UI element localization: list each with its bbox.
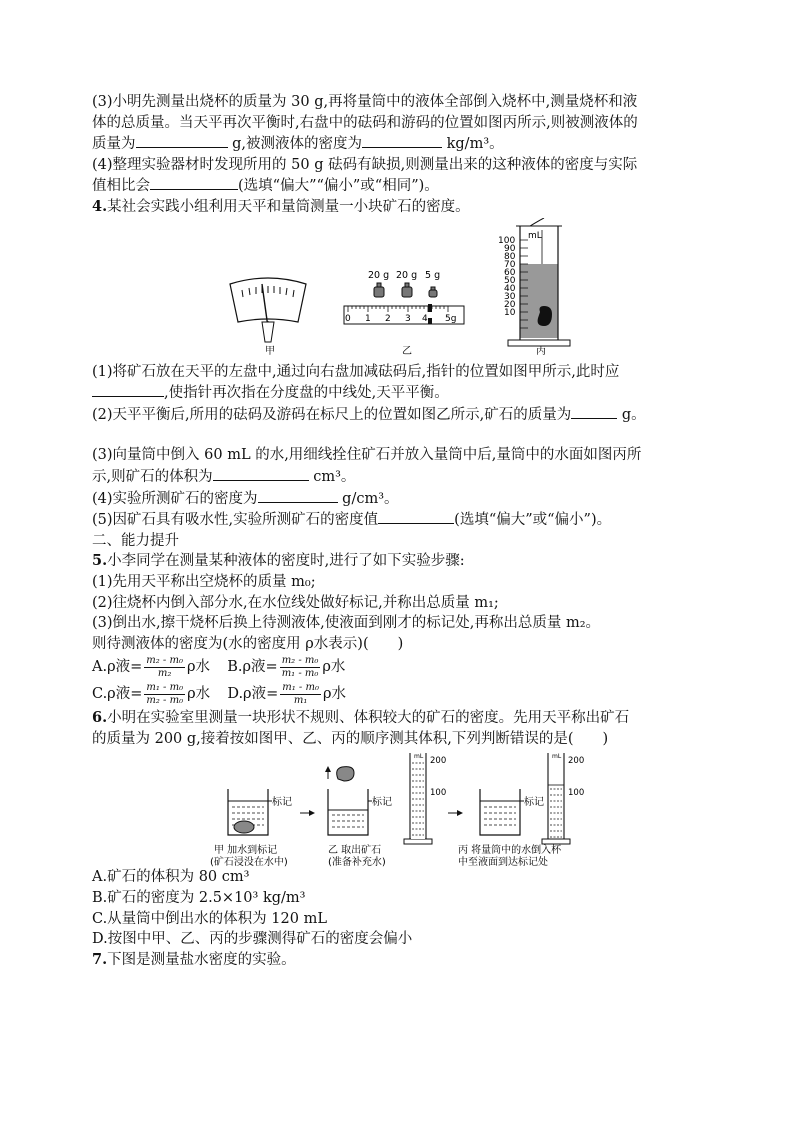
q5-option-a[interactable] [92,654,211,679]
ruler-tick: 2 [385,313,391,324]
q5-step-2: (2)往烧杯内倒入部分水,在水位线处做好标记,并称出总质量 m₁; [92,594,499,611]
numerator: m₁ - m₀ [146,681,184,693]
option-label: B.ρ液= [227,659,278,676]
fraction [280,682,321,707]
cylinder-unit: mL [552,753,562,761]
q4-step-3b [92,466,704,488]
cylinder-unit: mL [528,230,542,241]
q4-step-5-pre: (5)因矿石具有吸水性,实验所测矿石的密度值 [92,512,379,529]
fraction [144,682,185,707]
beaker-rock-removed-diagram [328,767,392,835]
weight-label: 20 g [396,269,418,281]
fraction [144,655,185,680]
q5-step-1: (1)先用天平称出空烧杯的质量 m₀; [92,573,316,590]
cylinder-tick: 100 [430,788,447,799]
mark-label: 标记 [272,797,292,809]
option-label: D.ρ液= [227,686,279,703]
fig-label-bing: 丙 [536,345,546,357]
q4-figure-svg [92,218,704,362]
cylinder-tick: 50 [504,275,516,286]
q6-line-1 [92,708,704,729]
q5-title [92,551,704,572]
balance-dial-diagram [230,278,306,342]
q3-line-3-post: kg/m³。 [446,136,504,153]
q4-title-text: 某社会实践小组利用天平和量筒测量一小块矿石的密度。 [107,198,470,215]
caption-bing-2: 中至液面到达标记处 [458,857,548,868]
q6-option-c[interactable]: C.从量筒中倒出水的体积为 120 mL [92,910,327,927]
measuring-cylinder-diagram [542,753,584,844]
rho-water: ρ水 [322,659,346,676]
q4-step-5 [92,509,704,531]
q3-line-5-post: (选填“偏大”“偏小”或“相同”)。 [238,178,439,195]
fig-label-jia: 甲 [265,345,275,357]
caption-bing-1: 丙 将量筒中的水倒入杯 [458,845,562,857]
q6-line-1-text: 小明在实验室里测量一块形状不规则、体积较大的矿石的密度。先用天平称出矿石 [107,710,630,727]
mark-label: 标记 [524,797,544,809]
fraction [280,655,321,680]
answer-blank[interactable] [571,404,617,419]
cylinder-unit: mL [414,753,424,761]
q6-figure [92,749,704,867]
denominator: m₁ - m₀ [281,667,319,679]
q5-number: 5. [92,552,108,570]
caption-jia-1: 甲 加水到标记 [214,845,278,857]
q4-step-5-post: (选填“偏大”或“偏小”)。 [454,512,612,529]
q5-title-text: 小李同学在测量某种液体的密度时,进行了如下实验步骤: [107,553,465,570]
cylinder-tick: 60 [504,267,516,278]
q4-step-1b-text: ,使指针再次指在分度盘的中线处,天平平衡。 [164,385,449,402]
answer-blank[interactable] [92,382,164,397]
q4-figure [92,218,704,362]
numerator: m₁ - m₀ [282,681,319,693]
fig-label-yi: 乙 [402,345,412,357]
mark-label: 标记 [372,797,392,809]
cylinder-tick: 90 [504,243,516,254]
q4-step-4-post: g/cm³。 [342,490,399,507]
cylinder-tick: 200 [430,756,447,767]
q4-step-3b-post: cm³。 [313,468,356,485]
ruler-tick: 3 [405,313,411,324]
q5-option-d[interactable] [227,681,346,706]
graduated-cylinder-diagram [498,218,570,346]
q6-option-b[interactable]: B.矿石的密度为 2.5×10³ kg/m³ [92,890,306,907]
q3-line-3-pre: 质量为 [92,136,136,153]
q4-step-4-pre: (4)实验所测矿石的密度为 [92,490,258,507]
q4-step-1a: (1)将矿石放在天平的左盘中,通过向右盘加减砝码后,指针的位置如图甲所示,此时应 [92,363,620,380]
answer-blank[interactable] [150,175,238,190]
cylinder-tick: 100 [498,235,516,246]
answer-blank[interactable] [362,133,442,148]
q6-number: 6. [92,709,108,727]
q6-line-2: 的质量为 200 g,接着按如图甲、乙、丙的顺序测其体积,下列判断错误的是( ) [92,730,609,747]
option-label: A.ρ液= [92,659,143,676]
q4-step-4 [92,488,704,510]
q7-title [92,950,704,971]
q5-option-c[interactable] [92,681,211,706]
q5-options-row-1 [92,654,704,681]
caption-jia-2: (矿石浸没在水中) [210,857,288,868]
measuring-cylinder-diagram [404,753,446,844]
rho-water: ρ水 [322,686,346,703]
q7-number: 7. [92,950,108,968]
answer-blank[interactable] [213,466,309,481]
answer-blank[interactable] [258,488,338,503]
q4-step-3b-pre: 示,则矿石的体积为 [92,468,213,485]
ruler-tick: 1 [365,313,371,324]
q3-line-3-mid: g,被测液体的密度为 [232,136,362,153]
q5-options-row-2 [92,681,704,708]
rho-water: ρ水 [187,686,211,703]
q3-line-2: 体的总质量。当天平再次平衡时,右盘中的砝码和游码的位置如图丙所示,则被测液体的 [92,114,638,131]
q4-step-2 [92,404,704,426]
ruler-tick: 0 [345,313,351,324]
weights-and-ruler-diagram [344,270,464,324]
caption-yi-2: (准备补充水) [328,857,386,868]
q4-step-2-pre: (2)天平平衡后,所用的砝码及游码在标尺上的位置如图乙所示,矿石的质量为 [92,406,572,423]
answer-blank[interactable] [136,133,228,148]
ruler-tick: 4 [422,313,428,324]
option-label: C.ρ液= [92,686,143,703]
q4-number: 4. [92,197,108,215]
q6-option-a[interactable]: A.矿石的体积为 80 cm³ [92,869,250,886]
q6-option-d[interactable]: D.按图中甲、乙、丙的步骤测得矿石的密度会偏小 [92,931,413,948]
caption-yi-1: 乙 取出矿石 [328,845,382,857]
rho-water: ρ水 [186,659,211,676]
q3-line-5-pre: 值相比会 [92,178,150,195]
numerator: m₂ - m₀ [281,654,319,666]
q5-ask: 则待测液体的密度为(水的密度用 ρ水表示)( ) [92,635,404,652]
q4-title [92,197,704,218]
q5-option-b[interactable] [227,654,346,679]
q3-line-4: (4)整理实验器材时发现所用的 50 g 砝码有缺损,则测量出来的这种液体的密度与实际 [92,156,638,173]
cylinder-tick: 40 [504,283,516,294]
q7-title-text: 下图是测量盐水密度的实验。 [107,951,296,968]
answer-blank[interactable] [378,509,454,524]
denominator: m₂ [157,667,172,679]
q3-line-3 [92,133,704,155]
q6-figure-svg [92,749,704,867]
beaker-with-rock-diagram [228,789,292,835]
cylinder-tick: 30 [504,291,516,302]
section-heading: 二、能力提升 [92,532,179,549]
weight-label: 20 g [368,269,390,281]
cylinder-tick: 100 [568,788,585,799]
cylinder-tick: 10 [504,307,516,318]
q4-step-1b [92,382,704,404]
cylinder-tick: 20 [504,299,516,310]
denominator: m₁ [293,694,308,706]
cylinder-tick: 70 [504,259,516,270]
q3-line-1: (3)小明先测量出烧杯的质量为 30 g,再将量筒中的液体全部倒入烧杯中,测量烧杯和液 [92,94,638,110]
q3-line-5 [92,175,704,197]
ruler-tick: 5g [445,313,457,324]
q4-step-3a: (3)向量筒中倒入 60 mL 的水,用细线拴住矿石并放入量筒中后,量筒中的水面如图丙所 [92,447,642,464]
cylinder-tick: 200 [568,756,585,767]
worksheet-page [92,92,704,970]
q4-step-2-post: g。 [621,406,646,423]
weight-label: 5 g [425,269,441,281]
q5-step-3: (3)倒出水,擦干烧杯后换上待测液体,使液面到刚才的标记处,再称出总质量 m₂。 [92,615,601,632]
beaker-refilled-diagram [480,789,544,835]
denominator: m₂ - m₀ [146,694,184,706]
numerator: m₂ - m₀ [146,654,183,666]
cylinder-tick: 80 [504,251,516,262]
